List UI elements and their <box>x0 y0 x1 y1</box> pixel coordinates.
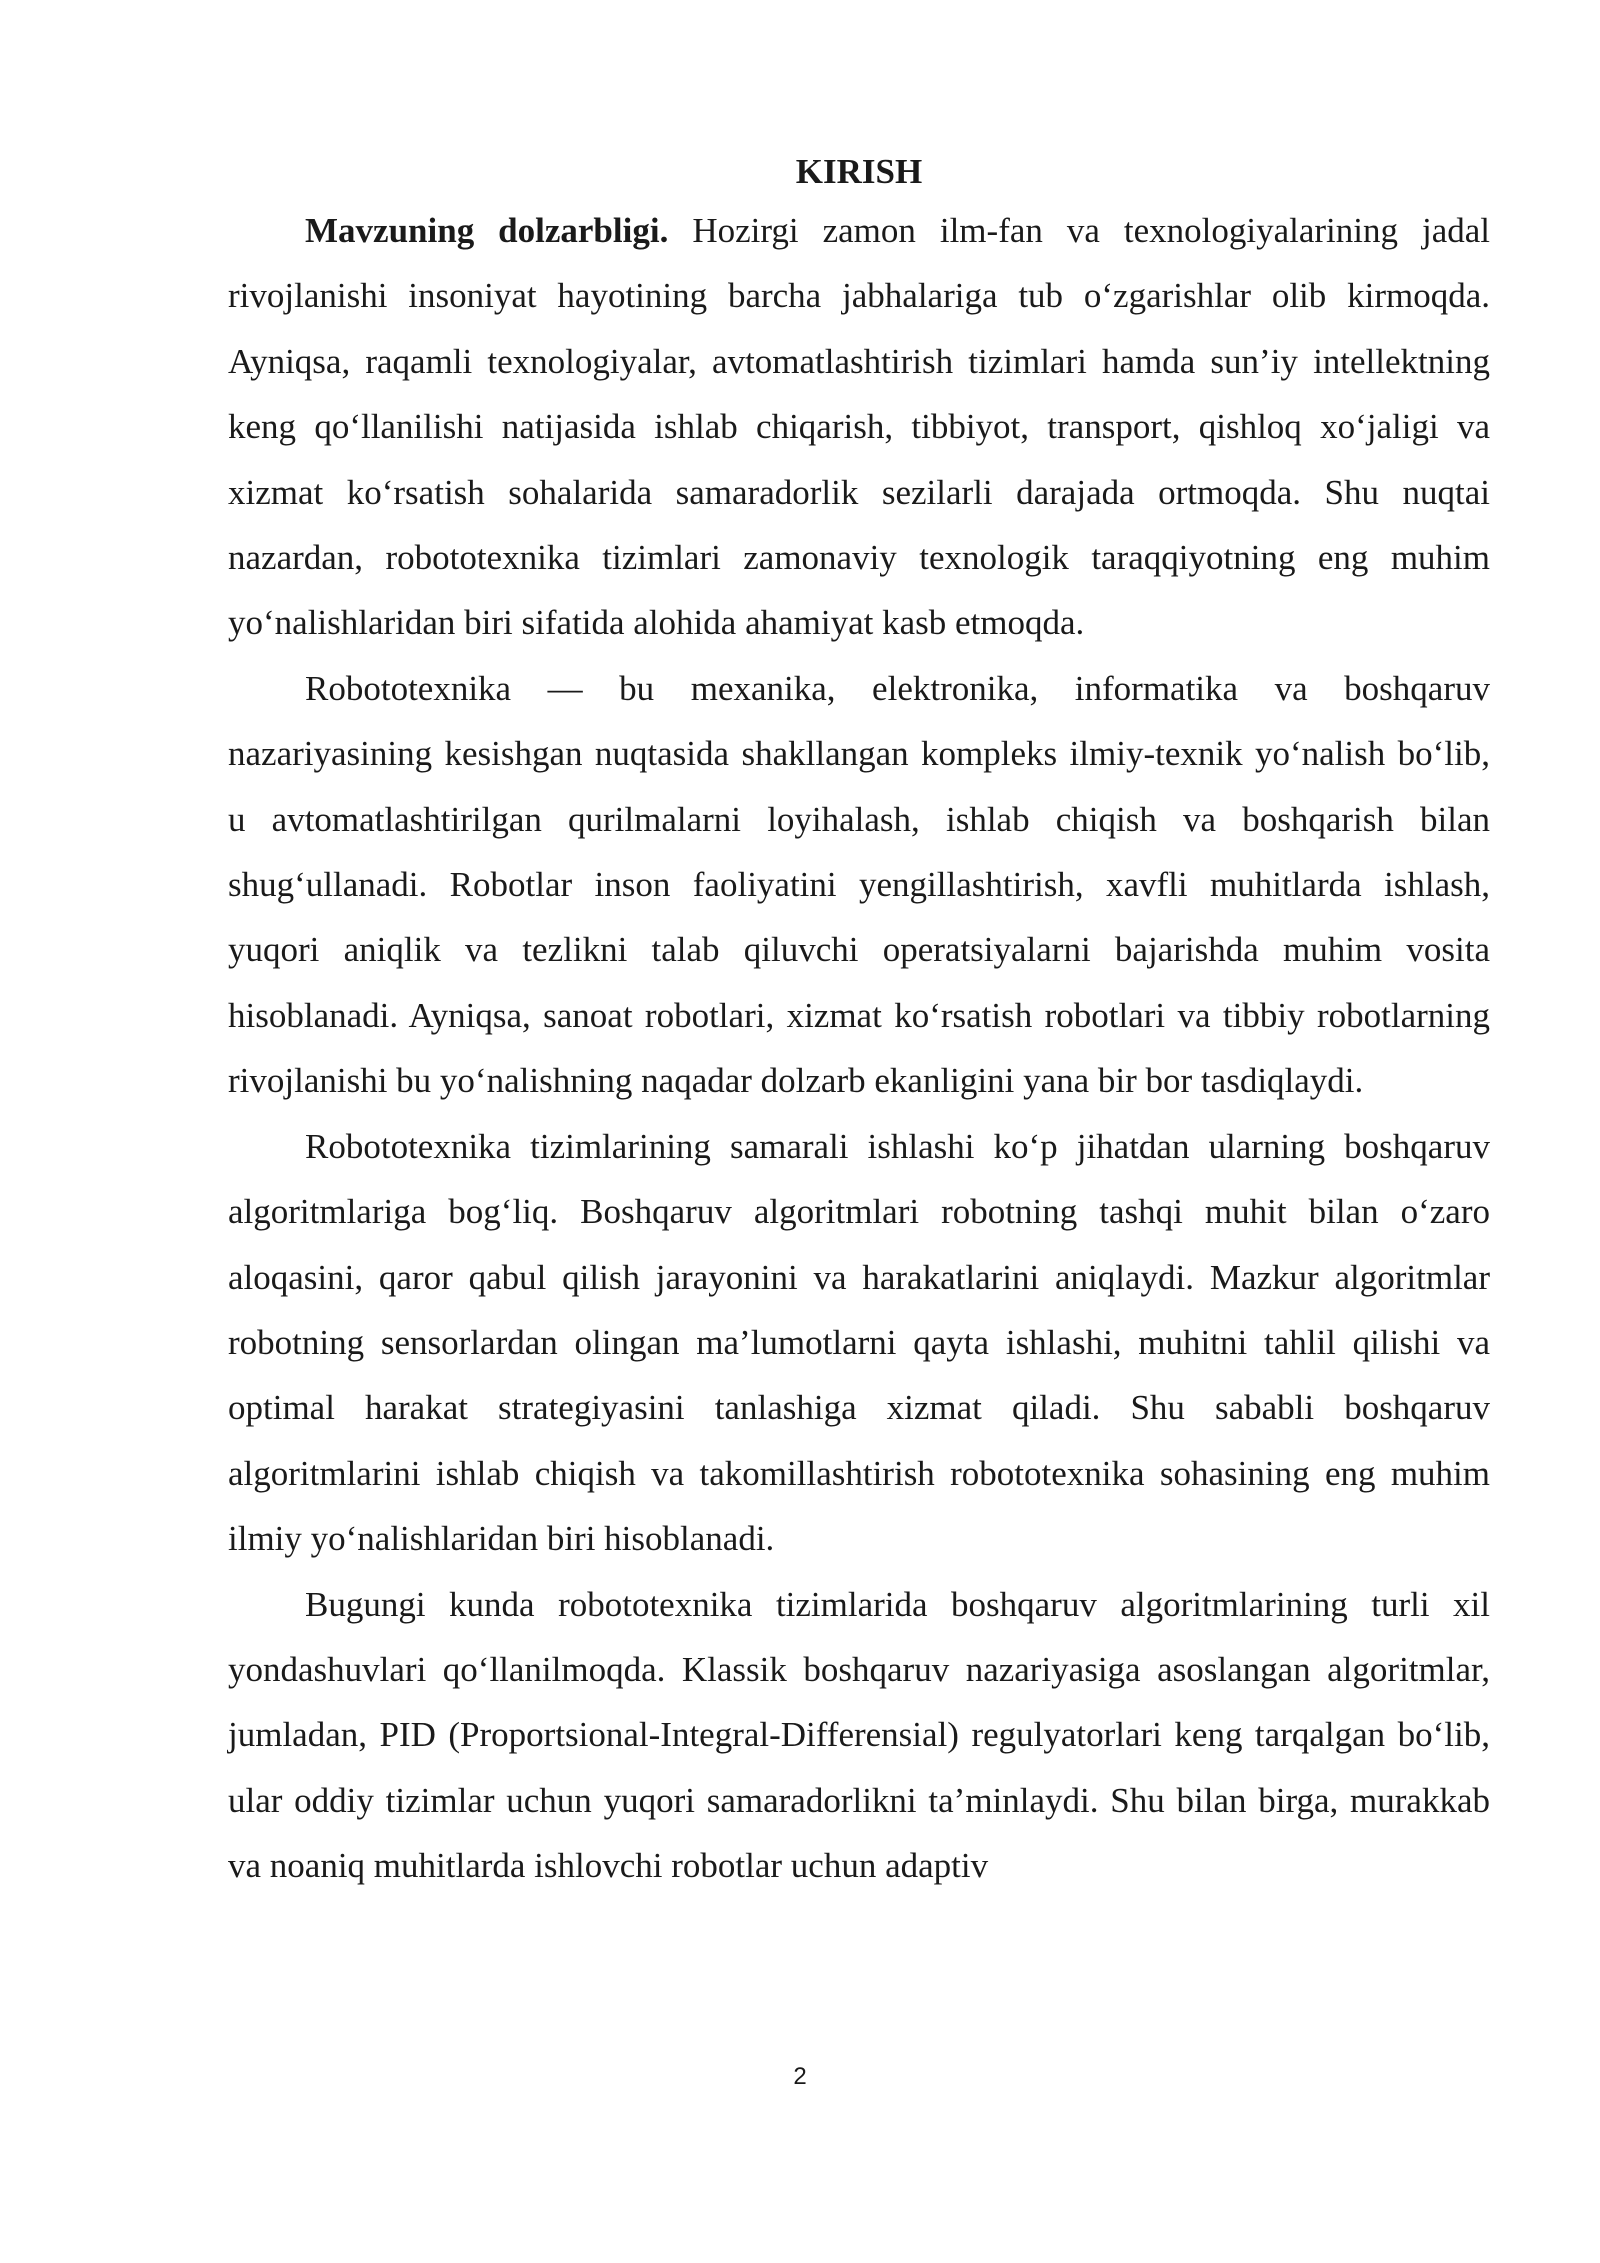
paragraph-robotics-definition: Robototexnika — bu mexanika, elektronika, informatika va boshqaruv nazariyasining kesishgan nuqtasida shakllangan kompleks ilmiy-texnik yo‘nalish bo‘lib, u avtomatlashtirilgan qurilmalarni loyihalash, ishlab chiqish va boshqarish bilan shug‘ullanadi. Robotlar inson faoliyatini yengillashtirish, xavfli muhitlarda ishlash, yuqori aniqlik va tezlikni talab qiluvchi operatsiyalarni bajarishda muhim vosita hisoblanadi. Ayniqsa, sanoat robotlari, xizmat ko‘rsatish robotlari va tibbiy robotlarning rivojlanishi bu yo‘nalishning naqadar dolzarb ekanligini yana bir bor tasdiqlaydi. <box>228 668 1490 1101</box>
page-content <box>228 148 1490 1899</box>
section-heading: KIRISH <box>795 152 923 191</box>
paragraph-text: Hozirgi zamon ilm-fan va texnologiyalarining jadal rivojlanishi insoniyat hayotining barcha jabhalariga tub o‘zgarishlar olib kirmoqda. Ayniqsa, raqamli texnologiyalar, avtomatlashtirish tizimlari hamda sun’iy intellektning keng qo‘llanilishi natijasida ishlab chiqarish, tibbiyot, transport, qishloq xo‘jaligi va xizmat ko‘rsatish sohalarida samaradorlik sezilarli darajada ortmoqda. Shu nuqtai nazardan, robototexnika tizimlari zamonaviy texnologik taraqqiyotning eng muhim yo‘nalishlaridan biri sifatida alohida ahamiyat kasb etmoqda. <box>228 211 1490 643</box>
paragraph-control-algorithms: Robototexnika tizimlarining samarali ishlashi ko‘p jihatdan ularning boshqaruv algoritmlariga bog‘liq. Boshqaruv algoritmlari robotning tashqi muhit bilan o‘zaro aloqasini, qaror qabul qilish jarayonini va harakatlarini aniqlaydi. Mazkur algoritmlar robotning sensorlardan olingan ma’lumotlarni qayta ishlashi, muhitni tahlil qilishi va optimal harakat strategiyasini tanlashiga xizmat qiladi. Shu sababli boshqaruv algoritmlarini ishlab chiqish va takomillashtirish robototexnika sohasining eng muhim ilmiy yo‘nalishlaridan biri hisoblanadi. <box>228 1126 1490 1559</box>
paragraph-lead: Mavzuning dolzarbligi. <box>305 211 669 250</box>
page-number: 2 <box>793 2063 807 2090</box>
paragraph-relevance <box>228 198 1490 656</box>
paragraph-approaches: Bugungi kunda robototexnika tizimlarida boshqaruv algoritmlarining turli xil yondashuvlari qo‘llanilmoqda. Klassik boshqaruv nazariyasiga asoslangan algoritmlar, jumladan, PID (Proportsional-Integral-Differensial) regulyatorlari keng tarqalgan bo‘lib, ular oddiy tizimlar uchun yuqori samaradorlikni ta’minlaydi. Shu bilan birga, murakkab va noaniq muhitlarda ishlovchi robotlar uchun adaptiv <box>228 1584 1490 1886</box>
